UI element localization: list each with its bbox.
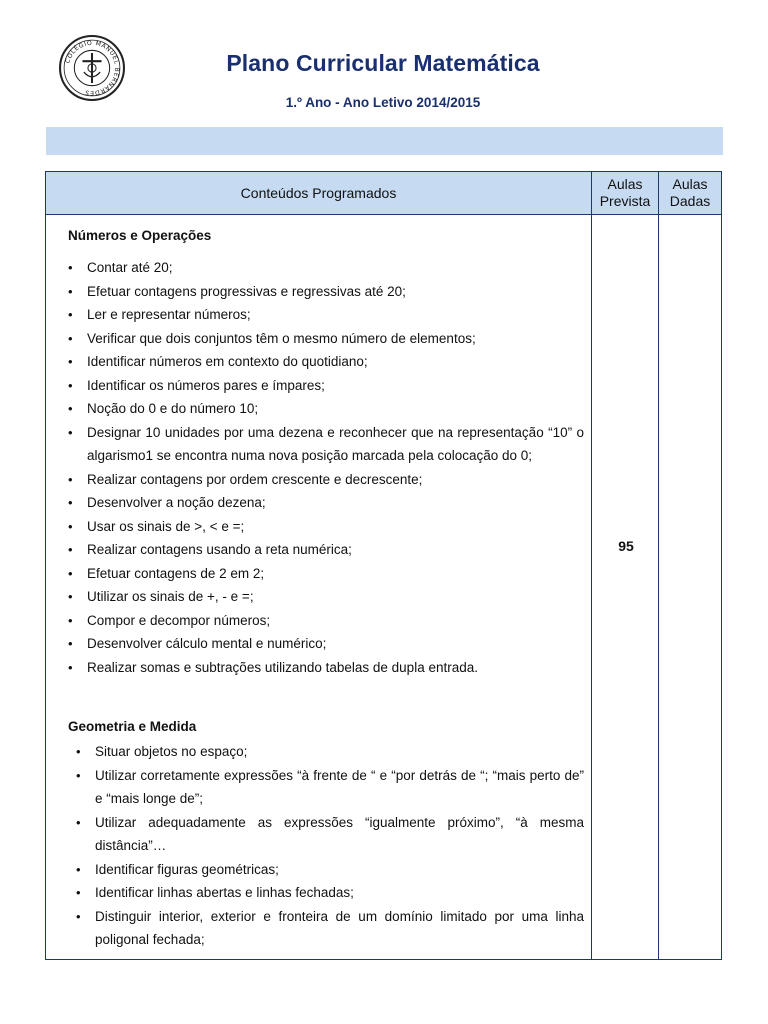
section-title-geometria: Geometria e Medida [68,719,197,734]
section-list-numeros [68,256,584,679]
col-header-given: Aulas Dadas [669,176,711,209]
col-header-content: Conteúdos Programados [240,184,397,201]
list-item: • Identificar os números pares e ímpares; [68,374,584,398]
list-item: • Identificar figuras geométricas; [76,858,584,882]
section-list-geometria [76,740,584,952]
section-title-numeros: Números e Operações [68,228,212,243]
column-divider [658,172,659,959]
list-item: • Compor e decompor números; [68,609,584,633]
list-item: • Distinguir interior, exterior e fronteira de um domínio limitado por uma linha poligonal fechada; [76,905,584,952]
page-subtitle: 1.º Ano - Ano Letivo 2014/2015 [285,95,481,110]
list-item: • Realizar somas e subtrações utilizando tabelas de dupla entrada. [68,656,584,680]
curriculum-table [45,171,722,960]
list-item: • Verificar que dois conjuntos têm o mesmo número de elementos; [68,327,584,351]
list-item: • Designar 10 unidades por uma dezena e reconhecer que na representação “10” o algarismo1 se encontra numa nova posição marcada pela colocação do 0; [68,421,584,468]
list-item: • Situar objetos no espaço; [76,740,584,764]
planned-hours-value: 95 [618,538,634,554]
list-item: • Efetuar contagens de 2 em 2; [68,562,584,586]
list-item: • Identificar linhas abertas e linhas fechadas; [76,881,584,905]
header-band [46,127,723,155]
list-item: • Utilizar os sinais de +, - e =; [68,585,584,609]
column-divider [591,172,592,959]
page-title: Plano Curricular Matemática [226,50,540,76]
list-item: • Utilizar adequadamente as expressões “igualmente próximo”, “à mesma distância”… [76,811,584,858]
list-item: • Efetuar contagens progressivas e regressivas até 20; [68,280,584,304]
list-item: • Contar até 20; [68,256,584,280]
list-item: • Ler e representar números; [68,303,584,327]
list-item: • Realizar contagens por ordem crescente e decrescente; [68,468,584,492]
seal-text: COLÉGIO MANUEL BERNARDES [64,39,121,97]
list-item: • Utilizar corretamente expressões “à frente de “ e “por detrás de “; “mais perto de” e “mais longe de”; [76,764,584,811]
list-item: • Noção do 0 e do número 10; [68,397,584,421]
col-header-planned: Aulas Prevista [599,176,651,209]
list-item: • Desenvolver a noção dezena; [68,491,584,515]
school-seal-logo [58,34,126,102]
list-item: • Realizar contagens usando a reta numérica; [68,538,584,562]
table-header-row [46,172,721,215]
list-item: • Usar os sinais de >, < e =; [68,515,584,539]
list-item: • Identificar números em contexto do quotidiano; [68,350,584,374]
list-item: • Desenvolver cálculo mental e numérico; [68,632,584,656]
